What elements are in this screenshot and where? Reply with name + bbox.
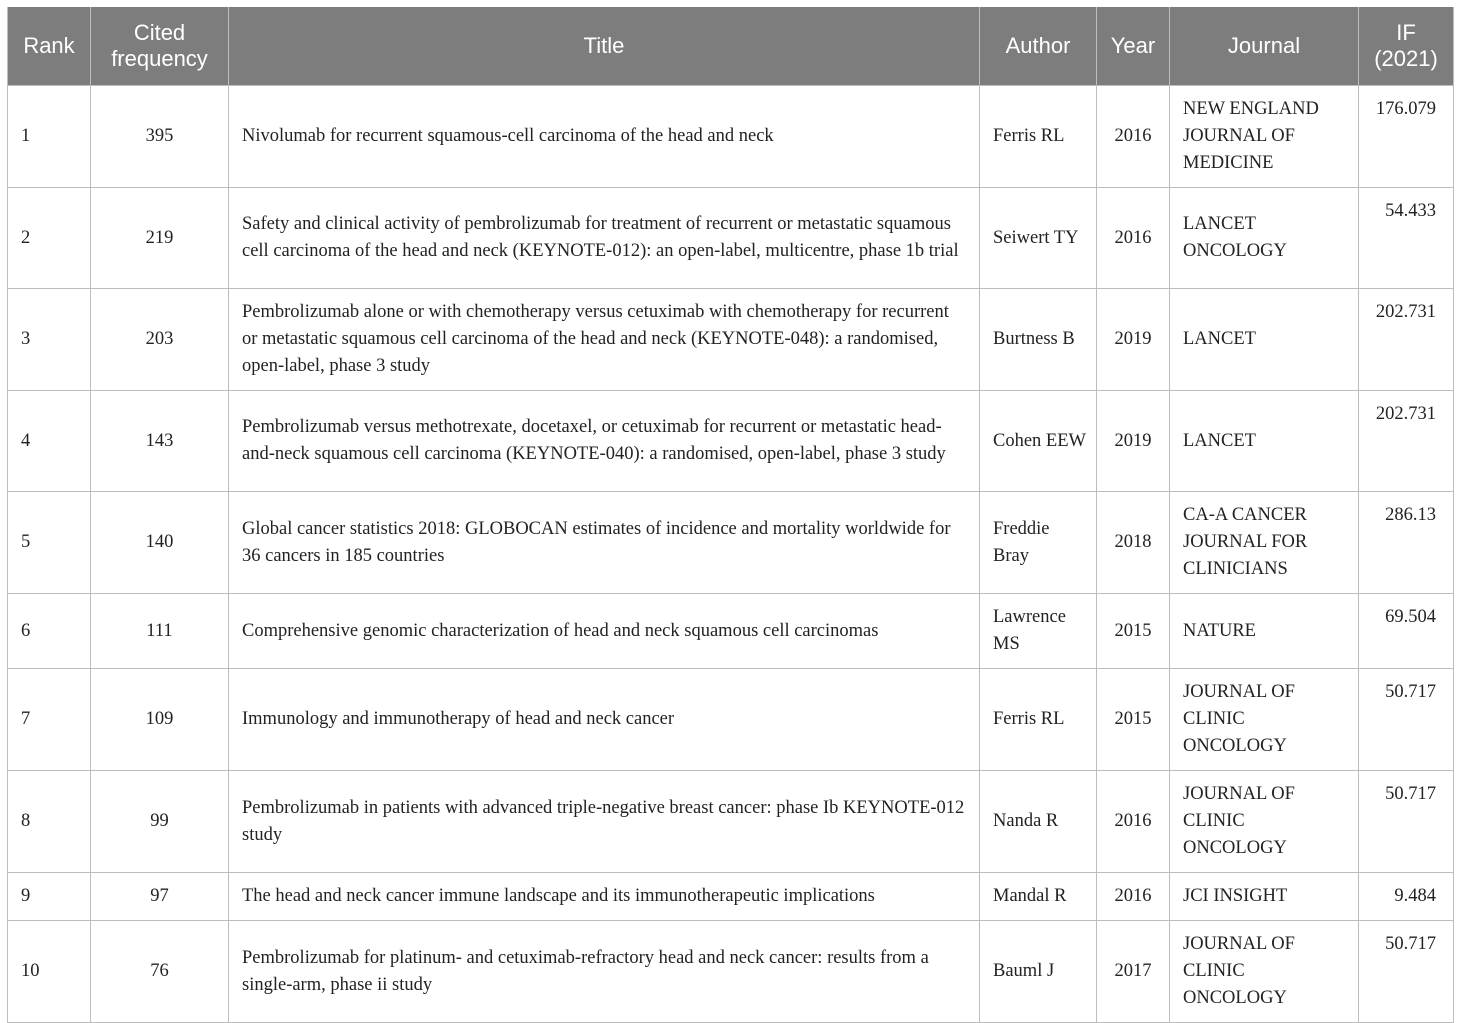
cell-journal: JOURNAL OF CLINIC ONCOLOGY: [1170, 771, 1359, 873]
cell-journal: JOURNAL OF CLINIC ONCOLOGY: [1170, 921, 1359, 1023]
cell-rank: 5: [8, 492, 91, 594]
cell-title: Pembrolizumab for platinum- and cetuximab-refractory head and neck cancer: results from a single-arm, phase ii study: [229, 921, 980, 1023]
cell-title: Comprehensive genomic characterization of head and neck squamous cell carcinomas: [229, 594, 980, 669]
cell-cited-frequency: 76: [91, 921, 229, 1023]
header-impact-factor: IF (2021): [1359, 7, 1454, 86]
table-container: [7, 7, 1453, 1023]
cell-journal: NATURE: [1170, 594, 1359, 669]
table-row: [8, 771, 1454, 873]
cell-author: Freddie Bray: [980, 492, 1097, 594]
cell-rank: 6: [8, 594, 91, 669]
table-row: [8, 492, 1454, 594]
cell-year: 2016: [1097, 873, 1170, 921]
cell-impact-factor: 50.717: [1359, 921, 1454, 1023]
cell-title: Immunology and immunotherapy of head and neck cancer: [229, 669, 980, 771]
table-row: [8, 921, 1454, 1023]
cell-impact-factor: 69.504: [1359, 594, 1454, 669]
cell-year: 2015: [1097, 669, 1170, 771]
table-row: [8, 188, 1454, 289]
cell-impact-factor: 50.717: [1359, 669, 1454, 771]
cell-impact-factor: 202.731: [1359, 289, 1454, 391]
cell-impact-factor: 202.731: [1359, 391, 1454, 492]
cell-cited-frequency: 219: [91, 188, 229, 289]
cell-year: 2016: [1097, 86, 1170, 188]
cell-author: Seiwert TY: [980, 188, 1097, 289]
table-row: [8, 289, 1454, 391]
cell-title: Pembrolizumab alone or with chemotherapy versus cetuximab with chemotherapy for recurrent or metastatic squamous cell carcinoma of the head and neck (KEYNOTE-048): a randomised, open-label, phase 3 study: [229, 289, 980, 391]
header-row: [8, 7, 1454, 86]
cell-title: The head and neck cancer immune landscape and its immunotherapeutic implications: [229, 873, 980, 921]
top-cited-references-table: [7, 7, 1454, 1023]
cell-impact-factor: 9.484: [1359, 873, 1454, 921]
table-header: [8, 7, 1454, 86]
cell-cited-frequency: 140: [91, 492, 229, 594]
cell-title: Pembrolizumab in patients with advanced triple-negative breast cancer: phase Ib KEYNOTE-012 study: [229, 771, 980, 873]
cell-cited-frequency: 203: [91, 289, 229, 391]
cell-cited-frequency: 395: [91, 86, 229, 188]
table-body: [8, 86, 1454, 1023]
cell-author: Ferris RL: [980, 669, 1097, 771]
cell-author: Ferris RL: [980, 86, 1097, 188]
cell-journal: LANCET ONCOLOGY: [1170, 188, 1359, 289]
cell-year: 2017: [1097, 921, 1170, 1023]
header-cited-frequency: Cited frequency: [91, 7, 229, 86]
cell-cited-frequency: 109: [91, 669, 229, 771]
cell-journal: CA-A CANCER JOURNAL FOR CLINICIANS: [1170, 492, 1359, 594]
table-row: [8, 391, 1454, 492]
table-row: [8, 669, 1454, 771]
cell-year: 2016: [1097, 188, 1170, 289]
cell-author: Lawrence MS: [980, 594, 1097, 669]
cell-author: Cohen EEW: [980, 391, 1097, 492]
cell-impact-factor: 286.13: [1359, 492, 1454, 594]
cell-journal: JOURNAL OF CLINIC ONCOLOGY: [1170, 669, 1359, 771]
header-title: Title: [229, 7, 980, 86]
cell-journal: JCI INSIGHT: [1170, 873, 1359, 921]
cell-rank: 4: [8, 391, 91, 492]
cell-cited-frequency: 143: [91, 391, 229, 492]
cell-year: 2019: [1097, 289, 1170, 391]
cell-author: Mandal R: [980, 873, 1097, 921]
cell-journal: LANCET: [1170, 289, 1359, 391]
cell-impact-factor: 50.717: [1359, 771, 1454, 873]
cell-rank: 10: [8, 921, 91, 1023]
cell-cited-frequency: 111: [91, 594, 229, 669]
cell-impact-factor: 54.433: [1359, 188, 1454, 289]
cell-year: 2015: [1097, 594, 1170, 669]
cell-year: 2019: [1097, 391, 1170, 492]
table-row: [8, 873, 1454, 921]
cell-title: Pembrolizumab versus methotrexate, docetaxel, or cetuximab for recurrent or metastatic head-and-neck squamous cell carcinoma (KEYNOTE-040): a randomised, open-label, phase 3 study: [229, 391, 980, 492]
header-journal: Journal: [1170, 7, 1359, 86]
cell-rank: 9: [8, 873, 91, 921]
cell-rank: 7: [8, 669, 91, 771]
cell-year: 2018: [1097, 492, 1170, 594]
cell-impact-factor: 176.079: [1359, 86, 1454, 188]
cell-title: Global cancer statistics 2018: GLOBOCAN estimates of incidence and mortality worldwide for 36 cancers in 185 countries: [229, 492, 980, 594]
header-author: Author: [980, 7, 1097, 86]
cell-rank: 3: [8, 289, 91, 391]
cell-rank: 8: [8, 771, 91, 873]
cell-journal: NEW ENGLAND JOURNAL OF MEDICINE: [1170, 86, 1359, 188]
cell-cited-frequency: 99: [91, 771, 229, 873]
cell-author: Bauml J: [980, 921, 1097, 1023]
cell-journal: LANCET: [1170, 391, 1359, 492]
table-row: [8, 594, 1454, 669]
cell-author: Burtness B: [980, 289, 1097, 391]
header-rank: Rank: [8, 7, 91, 86]
cell-title: Nivolumab for recurrent squamous-cell carcinoma of the head and neck: [229, 86, 980, 188]
cell-title: Safety and clinical activity of pembrolizumab for treatment of recurrent or metastatic squamous cell carcinoma of the head and neck (KEYNOTE-012): an open-label, multicentre, phase 1b trial: [229, 188, 980, 289]
cell-rank: 1: [8, 86, 91, 188]
cell-year: 2016: [1097, 771, 1170, 873]
table-row: [8, 86, 1454, 188]
cell-cited-frequency: 97: [91, 873, 229, 921]
cell-rank: 2: [8, 188, 91, 289]
header-year: Year: [1097, 7, 1170, 86]
cell-author: Nanda R: [980, 771, 1097, 873]
